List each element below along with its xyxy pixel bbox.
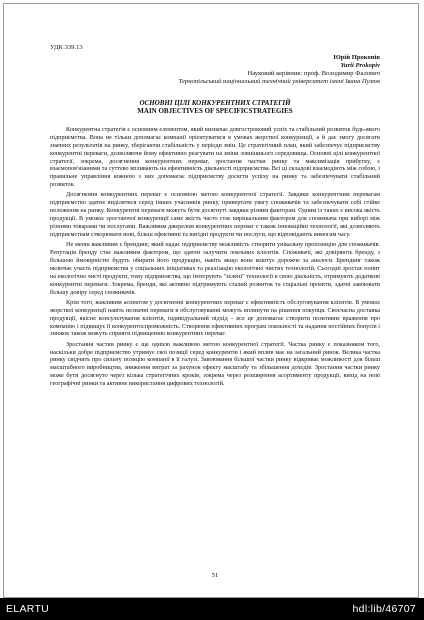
paper-title-en: MAIN OBJECTIVES OF SPECIFICSTRATEGIES bbox=[137, 107, 293, 116]
repository-name: ELARTU bbox=[6, 603, 50, 615]
author-name-uk: Юрій Прокопів bbox=[333, 53, 380, 61]
body-paragraph-3: Не менш важливим є брендинг, який надає підприємству можливість створити унікальну пропозицію для споживачів. Репутація бренду стає важливим фактором, що здатен залучити лояльних клієнтів. Споживачі, які довіряють бренду, з більшою ймовірністю будуть обирати його продукцію, навіть якщо вона коштує дорожче за аналоги. Брендинг також включає участь підприємства у соціальних ініціативах та реалізацію екологічно чистих технологій. Сьогодні зростає попит на екологічно чисті продукти, тому підприємства, що інтегрують "зелені" технології в свою діяльність, отримують додаткові конкурентні переваги. Зокрема, бренди, які активно підтримують сталий розвиток та соціальні проекти, здатні завоювати більшу довіру серед споживачів. bbox=[50, 241, 380, 296]
page-frame bbox=[3, 3, 419, 598]
body-paragraph-1: Конкурентна стратегія є основним елементом, який визначає довгостроковий успіх та стабільний розвиток будь-якого підприємства. Вона не тільки допомагає компанії орієнтуватися в умовах жорсткої конкуренції, а й дає змогу досягати значних результатів на ринку, зберігаючи стабільність у періоди змін. Це стратегічний план, який забезпечує підприємству конкурентні переваги, дозволяючи йому ефективно реагувати на зміни зовнішнього середовища. Основні цілі конкурентної стратегії, зокрема, досягнення конкурентних переваг, зростання частки ринку та максимізація прибутку, є взаємопов'язаними та суттєво впливають на ефективність діяльності підприємства. Всі ці складові взаємодіють між собою, і правильне управління кожною з них допомагає підприємству досягти успіху на ринку та забезпечувати стабільний розвиток. bbox=[50, 125, 380, 189]
page-number: 51 bbox=[211, 572, 219, 579]
body-paragraph-4: Крім того, важливим аспектом у досягненні конкурентних переваг є ефективність обслуговування клієнтів. В умовах жорсткої конкуренції навіть незначні переваги в обслуговуванні можуть вплинути на рішення покупця. Своєчасна доставка продукції, якісне консультування клієнтів, індивідуальний підхід – все це допомагає створити позитивне враження про компанію і підвищує її конкурентоспроможність. Створення ефективних програм лояльності та надання постійних бонусів і знижок також можуть сприяти підвищенню конкурентних переваг. bbox=[50, 298, 380, 338]
body-paragraph-5: Зростання частки ринку є ще однією важливою метою конкурентної стратегії. Частка ринку є показником того, наскільки добре підприємство утримує свої позиції серед конкурентів і який вплив має на загальний ринок. Велика частка ринку свідчить про сильну позицію компанії в її галузі. Завоювання більшої частки ринку відкриває можливості для більш масштабного виробництва, зниження витрат за рахунок ефекту масштабу та збільшення доходів. Зростання частки ринку може бути досягнуто через кілька стратегічних кроків, зокрема через розширення асортименту продукції, вихід на нові географічні ринки та активне використання цифрових технологій. bbox=[50, 340, 380, 388]
author-name-en: Yurii Prokopiv bbox=[340, 61, 380, 69]
udc-code: УДК 339.13 bbox=[50, 44, 83, 51]
handle-link[interactable]: hdl:lib/46707 bbox=[352, 603, 416, 615]
body-paragraph-2: Досягнення конкурентних переваг є основною метою конкурентної стратегії. Завдяки конкурентним перевагам підприємство здатне виділятися серед інших учасників ринку, привертати увагу споживачів та забезпечувати собі стійке положення на ринку. Конкурентні переваги можуть бути досягнуті завдяки різним факторам. Одним із таких є висока якість продукції. В умовах зростаючої конкуренції саме якість часто стає вирішальним фактором для споживача при виборі між різними товарами чи послугами. Важливим джерелом конкурентних переваг є також інноваційні технології, які дозволяють підприємствам створювати нові, більш ефективні та вигідні продукти чи послуги, що відповідають вимогам часу. bbox=[50, 191, 380, 238]
repository-footer-bar bbox=[0, 598, 424, 620]
paper-title-uk: ОСНОВНІ ЦІЛІ КОНКУРЕНТНИХ СТРАТЕГІЙ bbox=[139, 98, 291, 107]
paper-page bbox=[50, 44, 380, 579]
scientific-advisor: Науковий керівник: проф. Володимир Фалович bbox=[247, 69, 380, 77]
affiliation: Тернопільський національний технічний університет імені Івана Пулюя bbox=[178, 77, 380, 85]
